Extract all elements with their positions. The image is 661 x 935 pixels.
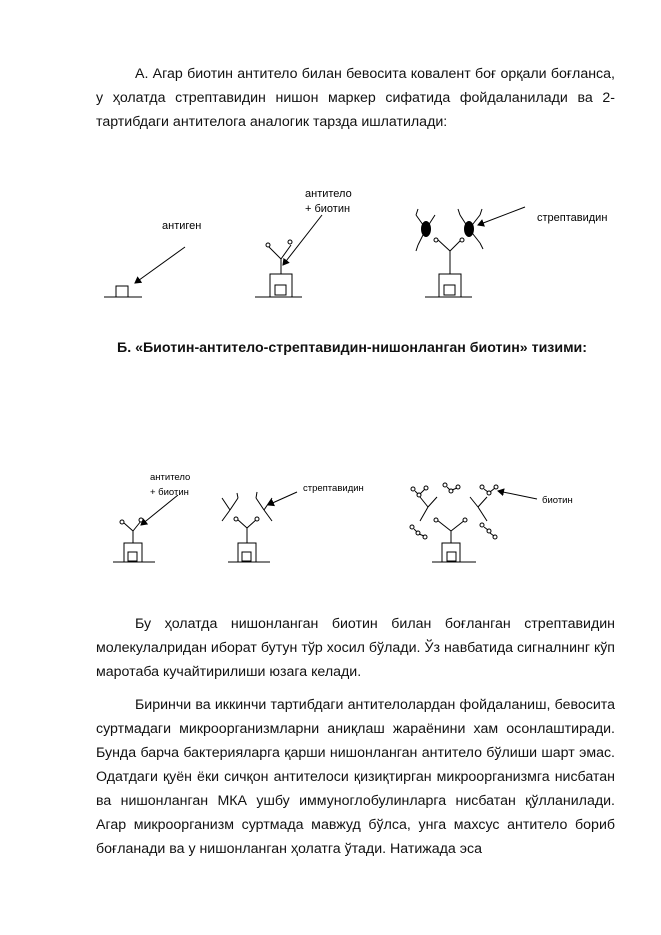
section-b-heading: Б. «Биотин-антитело-стрептавидин-нишонланган биотин» тизими: bbox=[117, 340, 588, 356]
body-paragraph-1: Бу ҳолатда нишонланган биотин билан боғланган стрептавидин молекулалридан иборат бутун тўр хосил бўлади. Ўз навбатида сигналнинг кўп маротаба кучайтирилиши юзага келади. bbox=[96, 616, 615, 680]
stage-b1-antibody-biotin bbox=[113, 472, 190, 562]
label-b-streptavidin: стрептавидин bbox=[303, 483, 364, 494]
stage1-antigen bbox=[104, 220, 201, 297]
body-paragraph-2: Биринчи ва иккинчи тартибдаги антителолардан фойдаланиш, бевосита суртмадаги микроорганизмларни аниқлаш жараёнини хам осонлаштиради. Бунда барча бактерияларга қарши нишонланган антитело бўлиши шарт эмас. Одатдаги қуён ёки сичқон антителоси қизиқтирган микроорганизмга нисбатан ва нишонланган МКА ушбу иммуноглобулинларга нисбатан қўлланилади. Агар микроорганизм суртмада мавжуд бўлса, унга махсус антитело бориб боғланади ва у нишонланган ҳолатга ўтади. Натижада эса bbox=[96, 697, 615, 857]
biotin-clusters bbox=[410, 483, 498, 539]
label-antibody-biotin: + биотин bbox=[305, 203, 351, 215]
stage2-antibody-biotin bbox=[255, 188, 352, 297]
section-a-paragraph: А. Агар биотин антитело билан бевосита ковалент боғ орқали боғланса, у ҳолатда стрептавидин нишон маркер сифатида фойдаланилади ва 2-тартибдаги антителога аналогик тарзда ишлатилади: bbox=[96, 66, 615, 130]
stage-b2-streptavidin bbox=[222, 483, 364, 562]
label-streptavidin: стрептавидин bbox=[537, 212, 608, 224]
stage3-streptavidin bbox=[416, 207, 607, 297]
stage-b3-labeled-biotin bbox=[410, 483, 573, 562]
diagram-a bbox=[0, 185, 661, 305]
label-antigen: антиген bbox=[162, 220, 202, 232]
label-b-biotin: биотин bbox=[542, 495, 573, 506]
label-b-antibody-biotin: + биотин bbox=[150, 487, 189, 498]
diagram-b bbox=[0, 465, 661, 575]
label-b-antibody: антитело bbox=[150, 472, 191, 483]
label-antibody: антитело bbox=[305, 188, 352, 200]
